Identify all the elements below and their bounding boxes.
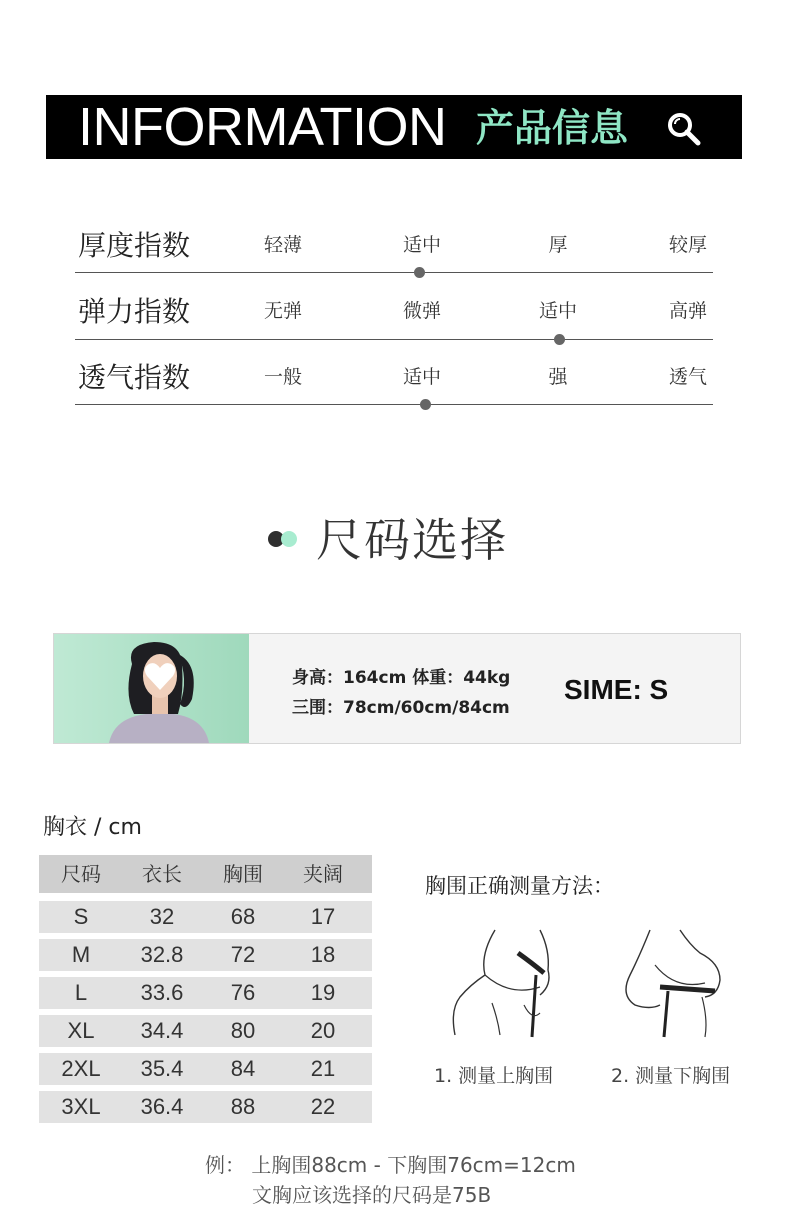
- table-cell: 34.4: [140, 1018, 184, 1043]
- header-title-cn: 产品信息: [476, 106, 629, 150]
- table-row: [39, 977, 372, 1009]
- table-cell: 20: [310, 1018, 336, 1043]
- table-cell: 88: [230, 1094, 256, 1119]
- index-option: 轻薄: [263, 234, 302, 256]
- index-option: 强: [548, 366, 568, 388]
- example-line-2: 文胸应该选择的尺码是75B: [252, 1183, 492, 1207]
- upper-bust-illustration: [440, 925, 570, 1040]
- size-select-title: 尺码选择: [316, 513, 508, 567]
- bra-table-title: 胸衣 / cm: [43, 815, 142, 840]
- index-marker-dot: [414, 267, 425, 278]
- index-label: 弹力指数: [78, 295, 191, 328]
- model-illustration: [54, 634, 249, 743]
- table-row: [39, 1053, 372, 1085]
- table-cell: M: [71, 942, 91, 967]
- index-option: 无弹: [263, 300, 302, 322]
- table-cell: 18: [310, 942, 336, 967]
- table-cell: L: [74, 980, 88, 1005]
- magnifier-icon: [666, 111, 702, 147]
- table-cell: 72: [230, 942, 256, 967]
- measure-method-title: 胸围正确测量方法：: [425, 874, 614, 898]
- table-cell: XL: [67, 1018, 95, 1043]
- table-cell: 19: [310, 980, 336, 1005]
- table-cell: 84: [230, 1056, 256, 1081]
- index-option: 较厚: [668, 234, 707, 256]
- model-height-weight: 身高：164cm 体重：44kg: [292, 668, 511, 688]
- table-cell: 32.8: [140, 942, 184, 967]
- model-photo: [54, 634, 249, 743]
- table-cell: 33.6: [140, 980, 184, 1005]
- table-cell: 3XL: [61, 1094, 101, 1119]
- table-row: [39, 939, 372, 971]
- index-option: 一般: [263, 366, 302, 388]
- model-info-card: [53, 633, 741, 744]
- index-scale-line: [75, 272, 713, 273]
- table-cell: S: [73, 904, 89, 929]
- info-header: [46, 95, 742, 159]
- index-option: 适中: [402, 234, 441, 256]
- table-header-cell: 胸围: [223, 862, 263, 886]
- table-cell: 68: [230, 904, 256, 929]
- model-measurements: 三围：78cm/60cm/84cm: [292, 698, 510, 718]
- bullet-dot-mint: [281, 531, 297, 547]
- index-marker-dot: [420, 399, 431, 410]
- table-cell: 32: [149, 904, 175, 929]
- step2-caption: 2. 测量下胸围: [611, 1065, 731, 1087]
- model-size: SIME: S: [564, 674, 669, 705]
- table-header-row: [39, 855, 372, 893]
- table-cell: 22: [310, 1094, 336, 1119]
- table-row: [39, 1091, 372, 1123]
- index-option: 适中: [538, 300, 577, 322]
- table-header-cell: 夹阔: [303, 862, 343, 886]
- table-cell: 36.4: [140, 1094, 184, 1119]
- table-cell: 2XL: [61, 1056, 101, 1081]
- index-option: 适中: [402, 366, 441, 388]
- index-option: 透气: [668, 366, 707, 388]
- index-scale-line: [75, 339, 713, 340]
- index-label: 透气指数: [78, 361, 191, 394]
- example-line-1: 例： 上胸围88cm - 下胸围76cm=12cm: [205, 1153, 576, 1177]
- table-cell: 17: [310, 904, 336, 929]
- step1-caption: 1. 测量上胸围: [434, 1065, 554, 1087]
- index-scale-line: [75, 404, 713, 405]
- index-option: 微弹: [402, 300, 441, 322]
- header-title-en: INFORMATION: [78, 97, 447, 157]
- index-option: 厚: [548, 234, 568, 256]
- index-option: 高弹: [668, 300, 707, 322]
- under-bust-illustration: [620, 925, 735, 1040]
- table-header-cell: 衣长: [142, 862, 182, 886]
- table-cell: 80: [230, 1018, 256, 1043]
- index-marker-dot: [554, 334, 565, 345]
- table-row: [39, 1015, 372, 1047]
- table-cell: 35.4: [140, 1056, 184, 1081]
- table-row: [39, 901, 372, 933]
- table-cell: 21: [310, 1056, 336, 1081]
- table-header-cell: 尺码: [61, 862, 101, 886]
- index-label: 厚度指数: [78, 229, 191, 262]
- table-cell: 76: [230, 980, 256, 1005]
